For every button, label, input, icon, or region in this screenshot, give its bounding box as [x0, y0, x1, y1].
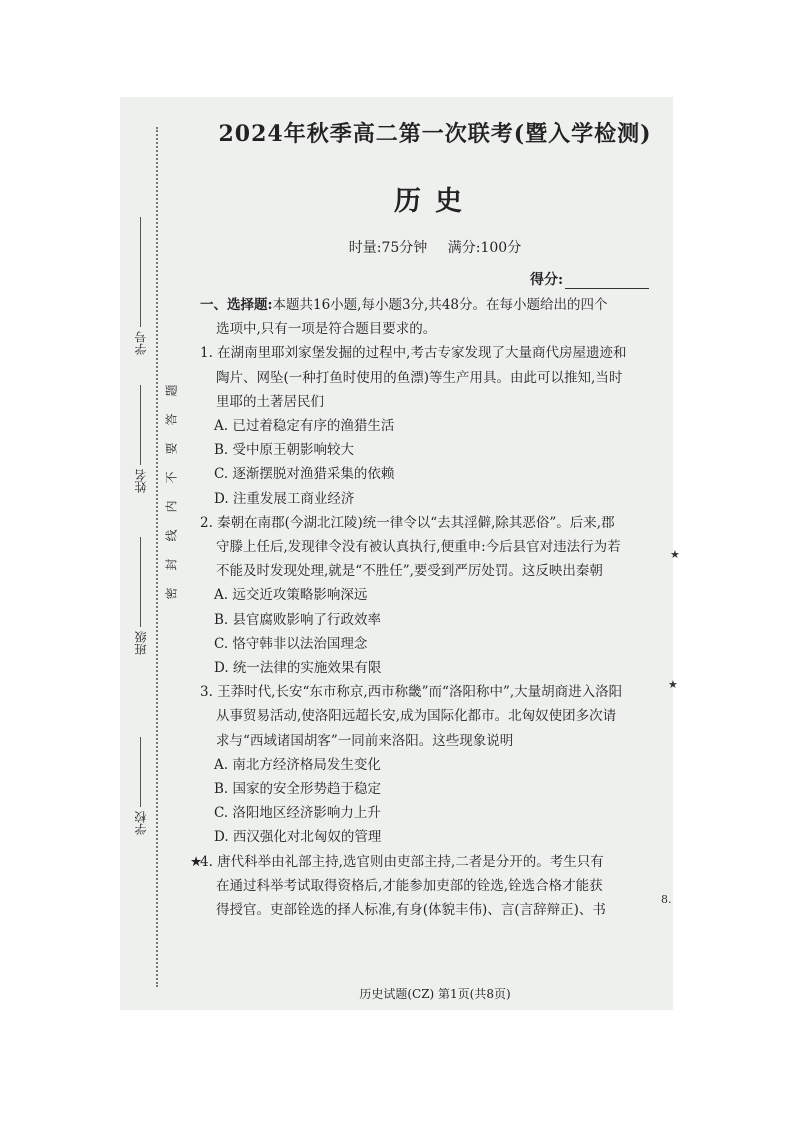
student-id-field: 学号 [126, 217, 154, 359]
question-body [190, 293, 670, 922]
name-field: 姓名 [126, 385, 154, 497]
option-c: C. 洛阳地区经济影响力上升 [214, 805, 381, 822]
option-c: C. 恪守韩非以法治国理念 [214, 635, 368, 652]
exam-paper [120, 97, 673, 1010]
star-icon: ★ [670, 548, 680, 561]
page-footer: 历史试题(CZ) 第1页(共8页) [359, 987, 511, 1001]
option-b: B. 国家的安全形势趋于稳定 [214, 781, 382, 798]
full-score: 满分:100分 [447, 240, 522, 256]
option-a: A. 远交近攻策略影响深远 [214, 587, 368, 604]
option-b: B. 县官腐败影响了行政效率 [214, 611, 382, 628]
school-field: 学校 [126, 737, 154, 839]
option-d: D. 注重发展工商业经济 [214, 490, 355, 507]
option-a: A. 南北方经济格局发生变化 [214, 756, 381, 773]
option-b: B. 受中原王朝影响较大 [214, 442, 355, 459]
score-blank [565, 288, 649, 289]
binding-margin [120, 97, 203, 1010]
star-icon: ★ [668, 678, 678, 691]
next-page-question-number: 8. [661, 893, 672, 906]
option-d: D. 统一法律的实施效果有限 [214, 660, 382, 677]
subject-title: 历史 [394, 186, 476, 217]
option-c: C. 逐渐摆脱对渔猎采集的依赖 [214, 466, 395, 483]
score-box: 得分: [530, 269, 649, 289]
class-field: 班级 [126, 537, 154, 659]
option-d: D. 西汉强化对北匈奴的管理 [214, 829, 382, 846]
exam-meta [200, 237, 670, 257]
option-a: A. 已过着稳定有序的渔猎生活 [214, 418, 395, 435]
section-instruction-line2: 选项中,只有一项是符合题目要求的。 [216, 321, 437, 338]
time-limit: 时量:75分钟 [348, 240, 428, 256]
star-icon: ★ [190, 853, 203, 870]
question-3: 3. 王莽时代,长安“东市称京,西市称畿”而“洛阳称中”,大量胡商进入洛阳 从事贸易活动,使洛阳远超长安,成为国际化都市。北匈奴使团多次请 求与“西域诸国胡客”一同前来洛阳。这些现象说明 A. 南北方经济格局发生变化 B. 国家的安全形势趋于稳定 C. 洛阳地区经济影响力上升 D. 西汉强化对北匈奴的管理 [200, 680, 670, 849]
section-instruction: 一、选择题:本题共16小题,每小题3分,共48分。在每小题给出的四个 [200, 297, 608, 313]
section-heading: 一、选择题: [200, 297, 273, 313]
question-2: 2. 秦朝在南郡(今湖北江陵)统一律令以“去其淫僻,除其恶俗”。后来,郡 守滕上任后,发现律令没有被认真执行,便重申:今后县官对违法行为若 不能及时发现处理,就是“不胜任”,要受到严厉处罚。这反映出秦朝 A. 远交近攻策略影响深远 B. 县官腐败影响了行政效率 C. 恪守韩非以法治国理念 D. 统一法律的实施效果有限 [200, 511, 670, 680]
dotted-cut-line [156, 127, 158, 987]
question-4: ★ 4. 唐代科举由礼部主持,选官则由吏部主持,二者是分开的。考生只有 在通过科举考试取得资格后,才能参加吏部的铨选,铨选合格才能获 得授官。吏部铨选的择人标准,有身(体貌丰伟)、言(言辞辩正)、书 [200, 850, 670, 923]
seal-line-warning: 题 答 要 不 内 线 封 密 [164, 384, 179, 600]
question-1: 1. 在湖南里耶刘家堡发掘的过程中,考古专家发现了大量商代房屋遗迹和 陶片、网坠(一种打鱼时使用的鱼漂)等生产用具。由此可以推知,当时 里耶的土著居民们 A. 已过着稳定有序的渔猎生活 B. 受中原王朝影响较大 C. 逐渐摆脱对渔猎采集的依赖 D. 注重发展工商业经济 [200, 341, 670, 510]
exam-title: 2024年秋季高二第一次联考(暨入学检测) [218, 121, 652, 147]
